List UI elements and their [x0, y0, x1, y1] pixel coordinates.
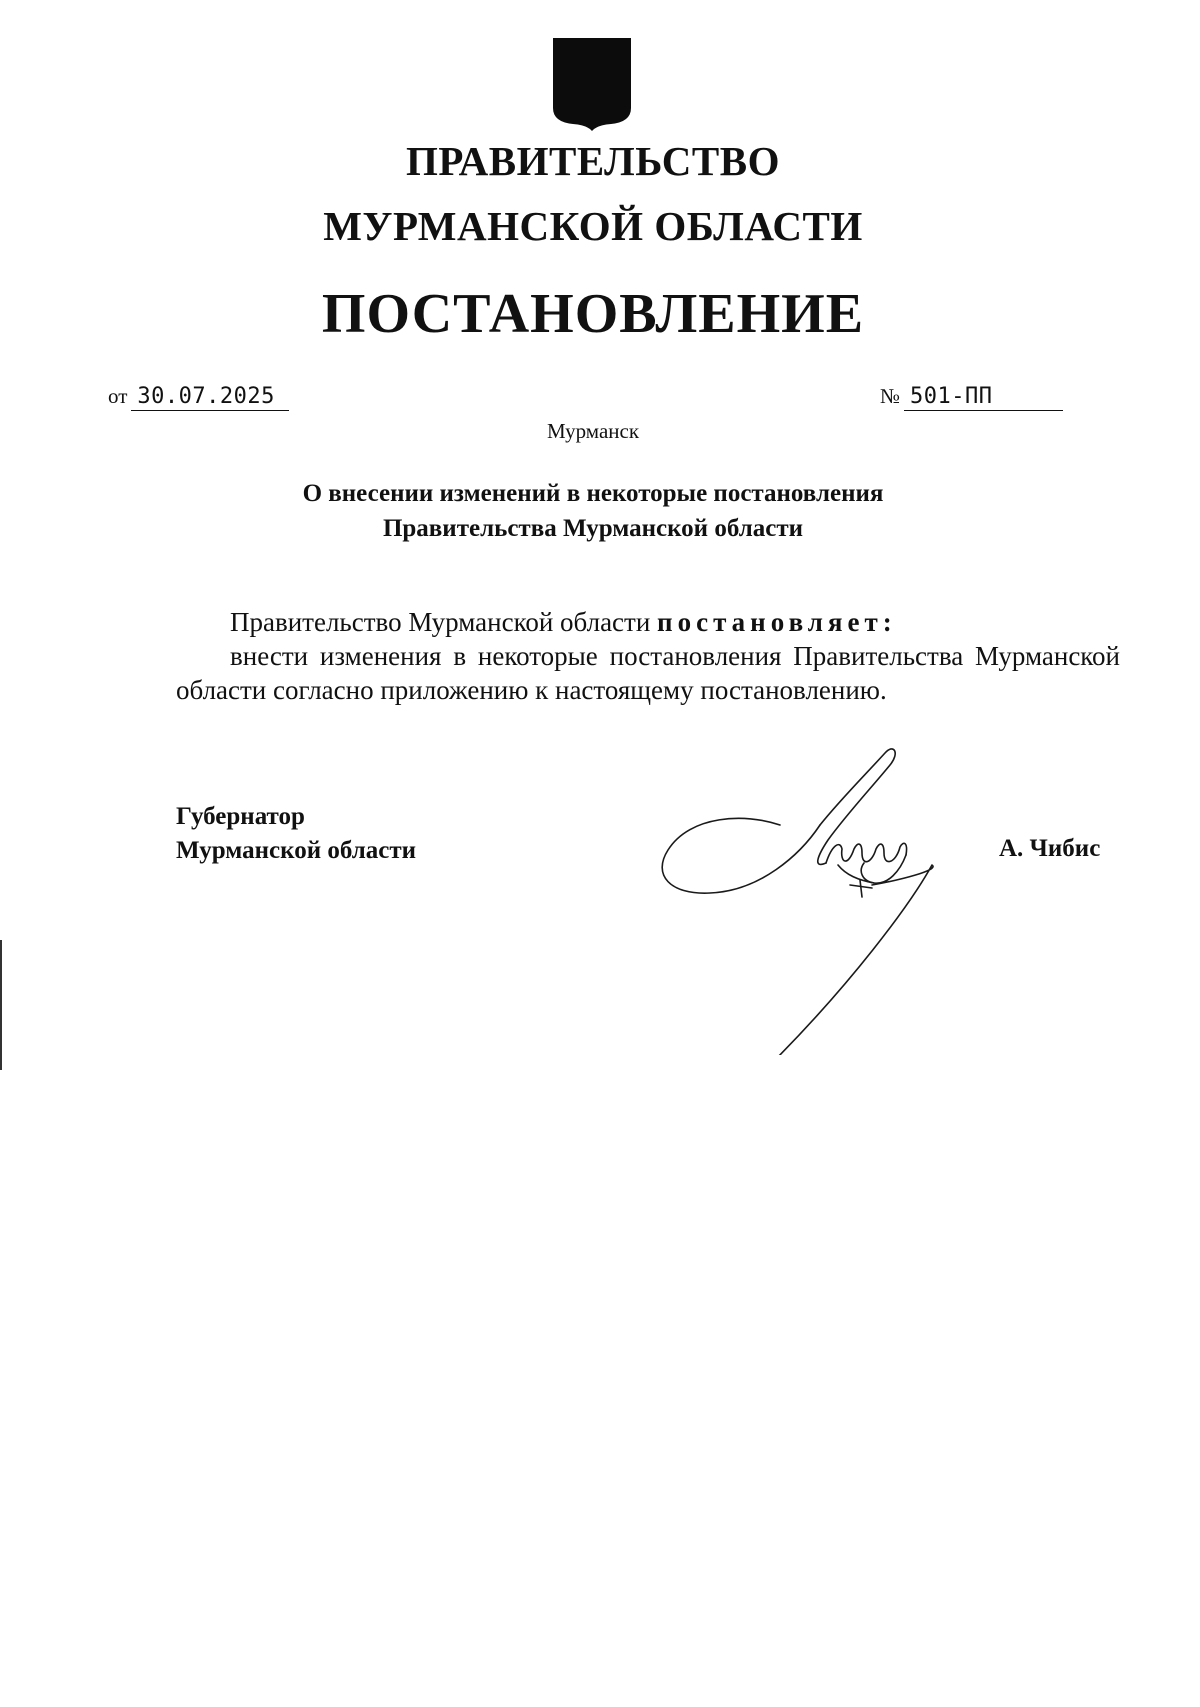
- decree-word: постановляет:: [657, 607, 897, 637]
- government-title-line2: МУРМАНСКОЙ ОБЛАСТИ: [323, 203, 863, 249]
- body-intro: Правительство Мурманской области: [230, 607, 651, 637]
- body-text: внести изменения в некоторые постановления Правительства Мурманской области согласно приложению к настоящему постановлению.: [176, 641, 1120, 705]
- body-intro-paragraph: [176, 605, 1120, 639]
- document-date: 30.07.2025: [131, 384, 288, 411]
- signer-name: А. Чибис: [999, 835, 1101, 862]
- number-label: №: [880, 384, 901, 408]
- document-number: 501-ПП: [904, 384, 1062, 411]
- government-title-line1: ПРАВИТЕЛЬСТВО: [405, 138, 781, 184]
- document-place: Мурманск: [546, 419, 640, 443]
- subject-line2: Правительства Мурманской области: [382, 515, 804, 542]
- coat-of-arms-emblem: [551, 36, 633, 132]
- document-type: ПОСТАНОВЛЕНИЕ: [321, 283, 865, 345]
- scan-edge-mark: [0, 940, 2, 1070]
- date-block: [108, 384, 289, 411]
- document-body: [176, 605, 1120, 707]
- number-block: [880, 384, 1063, 411]
- subject-line1: О внесении изменений в некоторые постановления: [302, 480, 884, 507]
- date-label: от: [108, 384, 128, 408]
- signer-position-line2: Мурманской области: [176, 837, 417, 864]
- signer-position-line1: Губернатор: [176, 803, 305, 830]
- signer-position: [176, 800, 416, 868]
- handwritten-signature: [650, 745, 950, 1055]
- document-subject: [0, 476, 1186, 546]
